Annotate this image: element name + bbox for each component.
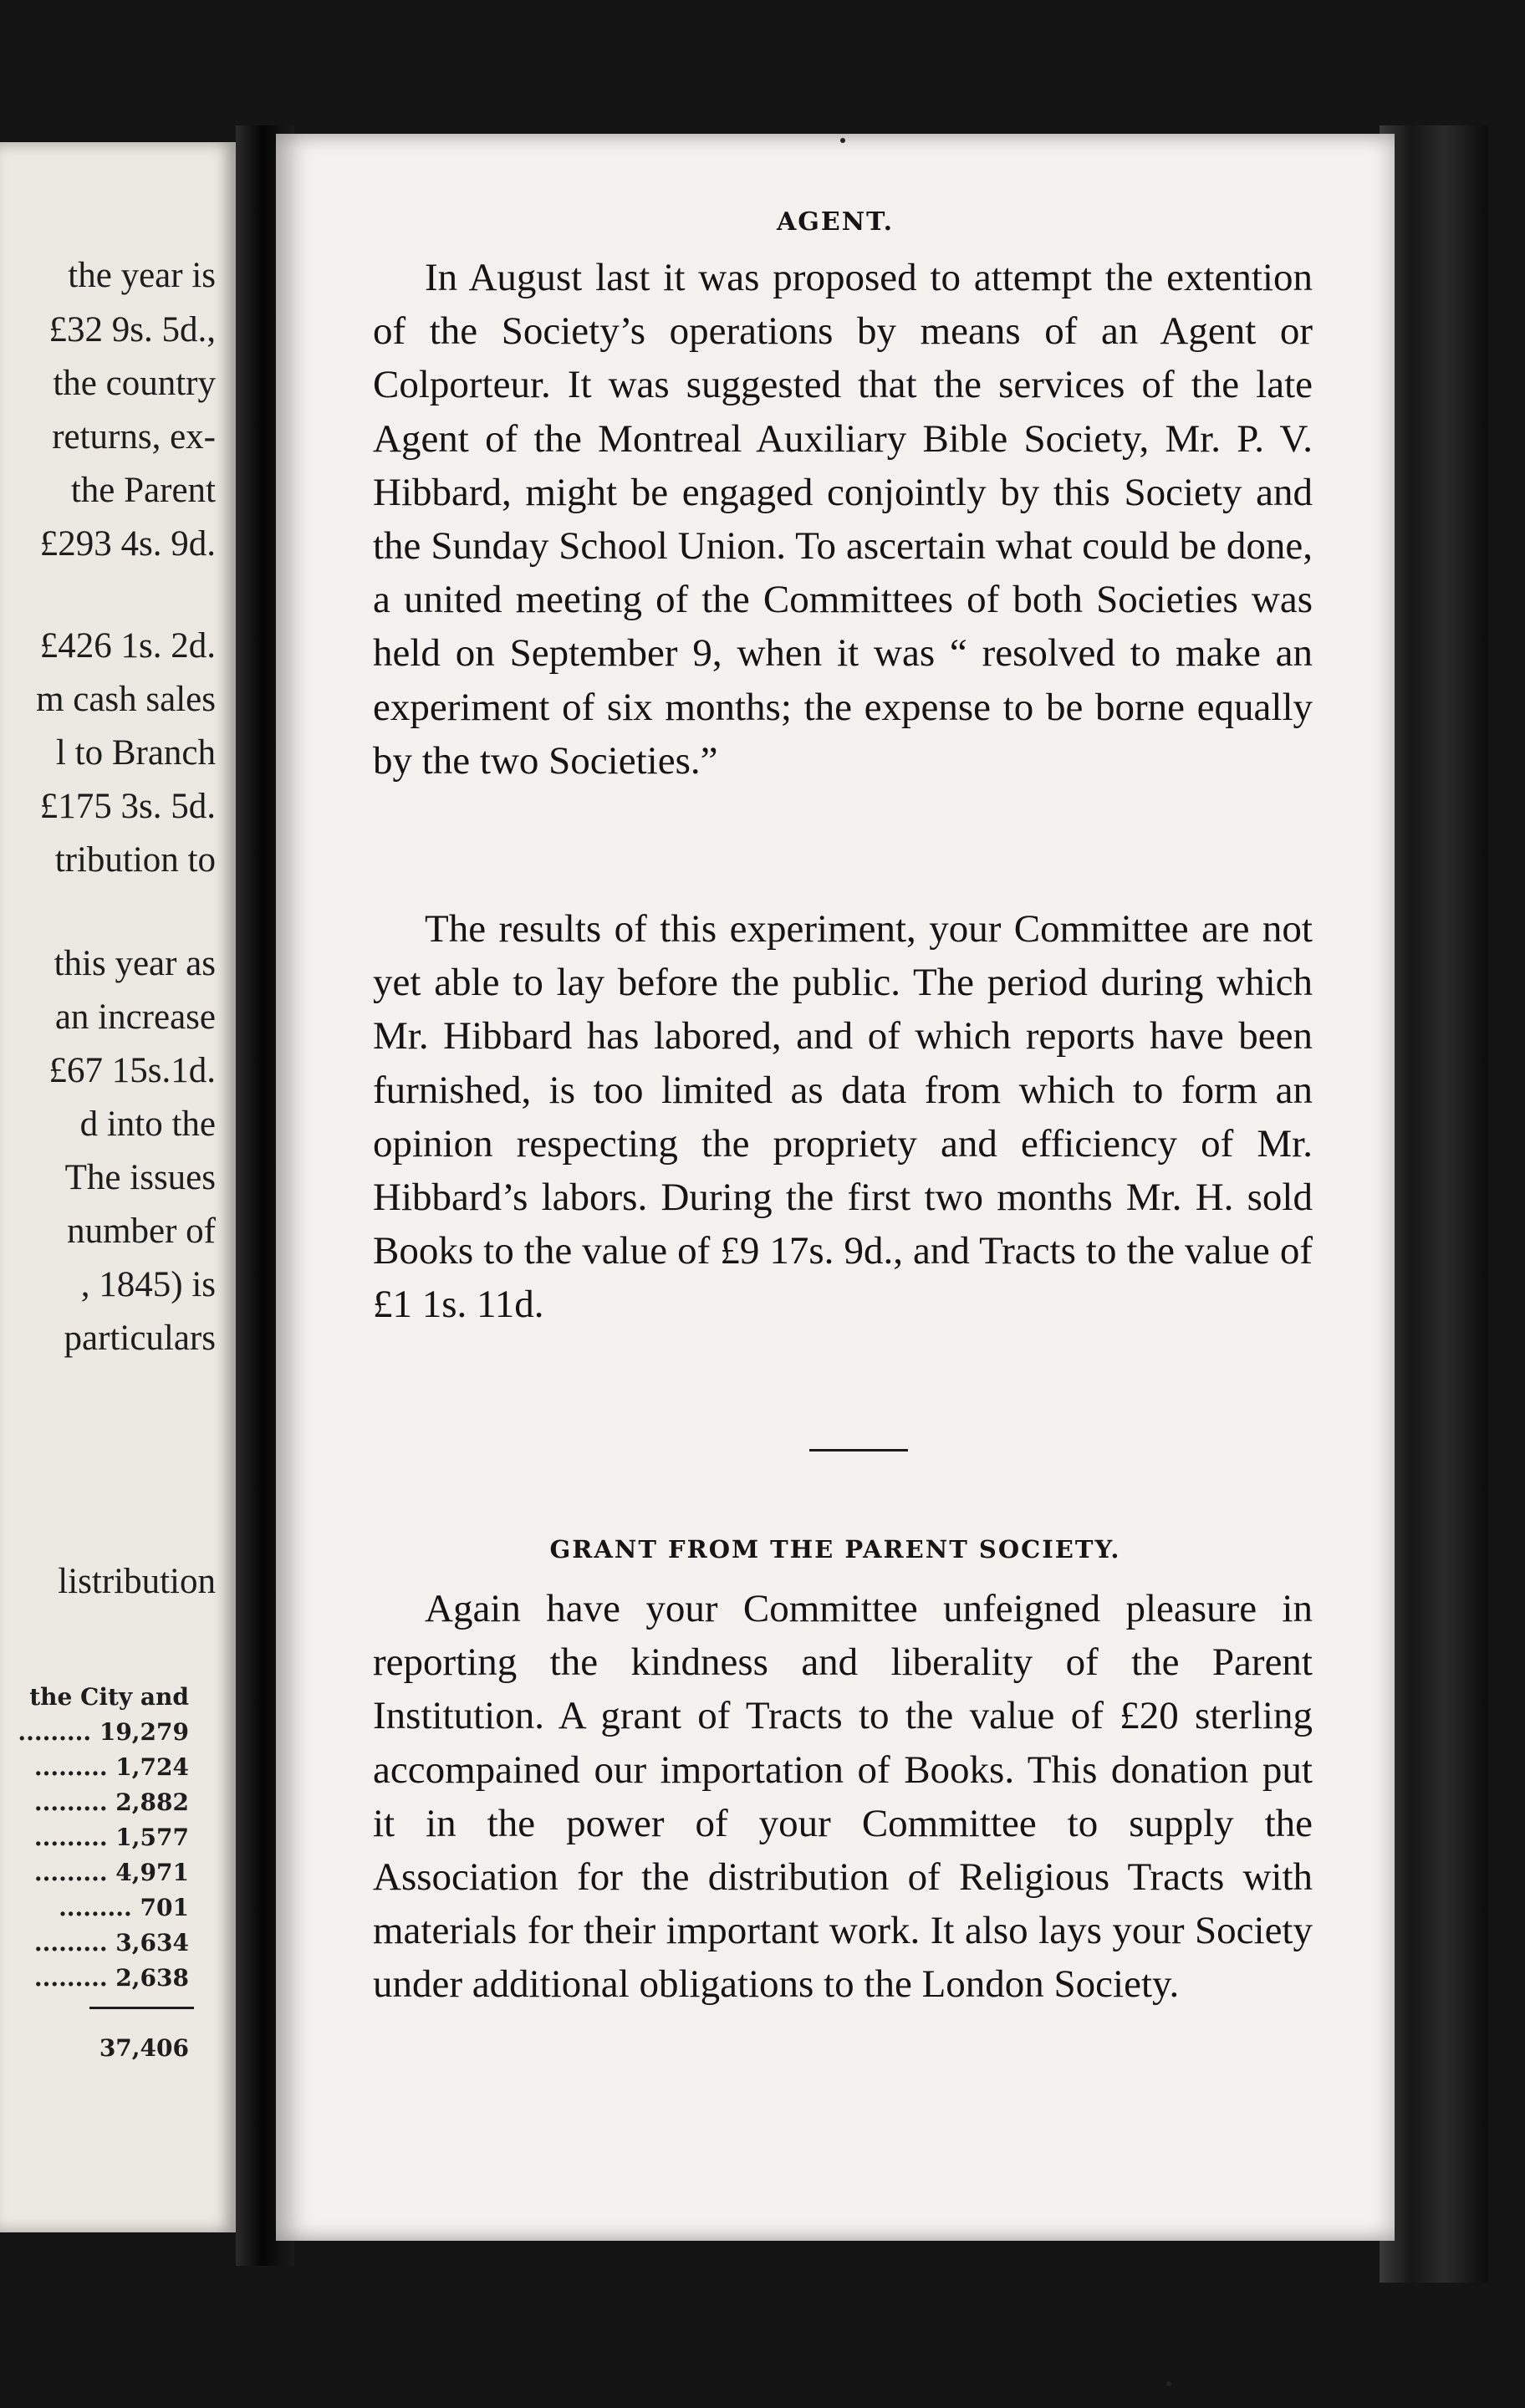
left-text-line: The issues [64,1158,216,1197]
left-table-total: 37,406 [99,2034,189,2062]
left-page [0,142,236,2232]
left-text-line: £67 15s.1d. [48,1051,216,1090]
left-text-line: , 1845) is [80,1265,216,1304]
left-text-line: £293 4s. 9d. [39,524,216,564]
section-heading-grant: GRANT FROM THE PARENT SOCIETY. [549,1535,1121,1564]
left-table-row: ......... 2,638 [33,1964,189,1992]
left-text-line: the Parent [70,471,216,510]
left-text-line: returns, ex- [52,417,216,457]
left-table-row: ......... 19,279 [18,1718,189,1746]
left-text-line: number of [67,1212,216,1251]
left-text-line: an increase [54,997,216,1037]
left-text-line: £32 9s. 5d., [48,310,216,349]
left-table-header: the City and [29,1683,189,1711]
left-text-line: m cash sales [36,680,216,719]
dust-speck [1166,2381,1171,2386]
left-table-row: ......... 1,724 [33,1753,189,1781]
left-table-row: ......... 701 [59,1894,189,1921]
left-text-line: the year is [68,256,216,295]
right-page [276,134,1395,2241]
left-text-line: particulars [64,1319,216,1358]
paragraph-grant: Again have your Committee unfeigned pleasure in reporting the kindness and liberality of the Parent Institution. A grant of Tracts to the value of £20 sterling accompained our importation of Books. This donation put it in the power of your Committee to supply the Association for the distribution of Religious Tracts with materials for their important work. It also lays your Society under additional obligations to the London Society. [373,1587,1313,2007]
left-table-total-rule [89,2007,194,2009]
left-table-row: ......... 4,971 [33,1859,189,1886]
left-text-line: the country [53,364,216,403]
left-table-row: ......... 1,577 [33,1824,189,1851]
paragraph-agent-2: The results of this experiment, your Committee are not yet able to lay before the public. The period during which Mr. Hibbard has labored, and of which reports have been furnished, is too limited as data from which to form an opinion respecting the propriety and efficiency of Mr. Hibbard’s labors. During the first two months Mr. H. sold Books to the value of £9 17s. 9d., and Tracts to the value of £1 1s. 11d. [373,907,1313,1327]
left-text-line: listribution [58,1562,216,1601]
left-table-row: ......... 2,882 [33,1788,189,1816]
left-text-line: tribution to [54,840,216,880]
page-edge [1380,125,1488,2283]
paragraph-agent-1: In August last it was proposed to attempt the extention of the Society’s operations by means of an Agent or Colporteur. It was suggested that the services of the late Agent of the Montreal Auxiliary Bible Society, Mr. P. V. Hibbard, might be engaged conjointly by this Society and the Sunday School Union. To ascertain what could be done, a united meeting of the Committees of both Societies was held on September 9, when it was “ resolved to make an experiment of six months; the expense to be borne equally by the two Societies.” [373,256,1313,783]
section-heading-agent: AGENT. [776,207,895,237]
section-divider [809,1449,908,1451]
left-text-line: £175 3s. 5d. [39,787,216,826]
left-table-row: ......... 3,634 [33,1929,189,1956]
left-text-line: this year as [54,944,216,983]
left-text-line: l to Branch [55,733,216,773]
left-text-line: £426 1s. 2d. [39,626,216,666]
left-text-line: d into the [79,1105,216,1144]
dust-speck [840,138,845,143]
